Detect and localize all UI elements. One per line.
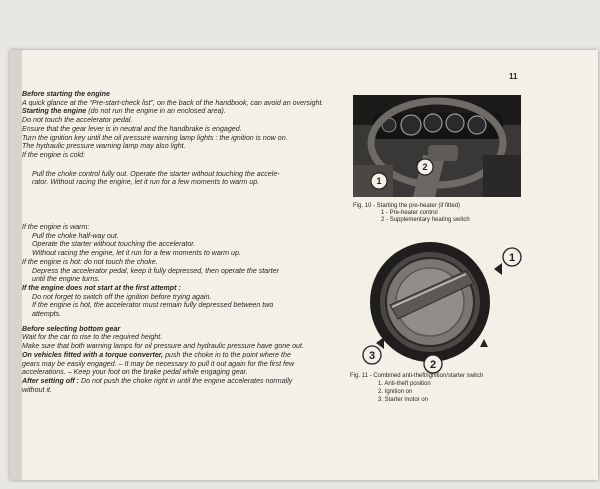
hot-line-1: Depress the accelerator pedal, keep it fully depressed, then operate the starter (32, 266, 279, 275)
dashboard-illustration (353, 95, 521, 197)
starting-engine-line (22, 107, 352, 116)
fig11-callout-1: 1 (508, 252, 516, 264)
fig11-callout-2: 2 (429, 359, 437, 371)
fig11-item-3: 3. Starter motor on (378, 397, 429, 403)
cold-line-1: Pull the choke control fully out. Operate the starter without touching the accele- (32, 169, 280, 178)
gear-line-1: Wait for the car to rise to the required height. (22, 333, 163, 342)
hot-line-2: until the engine turns. (32, 275, 100, 284)
after-line-1: Do not push the choke right in until the engine accelerates normally (79, 376, 293, 385)
line-gear-lever: Ensure that the gear lever is in neutral and the handbrake is engaged. (22, 124, 242, 133)
starting-engine-note: (do not run the engine in an enclosed area). (86, 107, 226, 116)
instructions-column (22, 90, 352, 394)
torque-line-3: accelerations. – Keep your foot on the brake pedal while engaging gear. (22, 368, 248, 377)
line-ignition-key: Turn the ignition key until the oil pressure warning lamp lights : the ignition is now on. (22, 133, 288, 142)
warm-line-1: Pull the choke half-way out. (32, 231, 119, 240)
line-accelerator: Do not touch the accelerator pedal. (22, 116, 133, 125)
page-edge (10, 50, 22, 480)
fig11-item-1: 1. Anti-theft position (378, 381, 431, 387)
handbook-page (10, 50, 598, 480)
fig10-callout-1: 1 (376, 176, 382, 186)
fig11-caption (350, 372, 550, 404)
after-line-2: without it. (22, 385, 52, 394)
dashboard-photo (353, 95, 521, 197)
page-number: 11 (509, 72, 518, 81)
fig10-callout-2: 2 (422, 162, 428, 172)
nostart-line-2: If the engine is hot, the accelerator must remain fully depressed between two (32, 301, 274, 310)
after-line (22, 377, 352, 386)
nostart-line-3: attempts. (32, 310, 62, 319)
torque-line (22, 351, 352, 360)
fig11-item-2: 2. Ignition on (378, 389, 413, 395)
heading-bottom-gear: Before selecting bottom gear (22, 324, 121, 333)
gear-line-2: Make sure that both warning lamps for oil pressure and hydraulic pressure have gone out. (22, 342, 304, 351)
heading-after-setting-off: After setting off : (22, 376, 80, 385)
fig11-callout-3: 3 (368, 350, 376, 362)
heading-engine-hot: If the engine is hot: do not touch the choke. (22, 257, 158, 266)
heading-torque: On vehicles fitted with a torque converter, (22, 350, 164, 359)
heading-before-starting: Before starting the engine (22, 90, 110, 98)
heading-no-start: If the engine does not start at the first attempt : (22, 283, 181, 292)
fig10-title: Fig. 10 - Starting the pre-heater (if fitted) (353, 203, 461, 209)
paragraph-checklist: A quick glance at the “Pre-start-check list”, on the back of the handbook, can avoid an oversight. (22, 98, 324, 107)
nostart-line-1: Do not forget to switch off the ignition before trying again. (32, 292, 212, 301)
line-engine-cold: If the engine is cold: (22, 150, 86, 159)
fig10-item-2: 2 - Supplementary heating switch (381, 217, 470, 224)
fig10-caption (353, 203, 533, 225)
torque-line-2: gears may be easily engaged. – It may be necessary to pull it out again for the first few (22, 359, 295, 368)
line-hydraulic-lamp: The hydraulic pressure warning lamp may also light. (22, 142, 186, 151)
warm-line-3: Without racing the engine, let it run for a few moments to warm up. (32, 249, 241, 258)
warm-line-2: Operate the starter without touching the accelerator. (32, 240, 196, 249)
fig10-item-1: 1 - Pre-heater control (381, 210, 438, 217)
cold-line-2: rator. Without racing the engine, let it run for a few moments to warm up. (32, 178, 260, 187)
torque-line-1: push the choke in to the point where the (163, 350, 291, 359)
heading-engine-warm: If the engine is warm: (22, 223, 90, 232)
heading-starting-engine: Starting the engine (22, 107, 87, 116)
fig11-title: Fig. 11 - Combined anti-theft/ignition/starter switch (350, 373, 484, 379)
